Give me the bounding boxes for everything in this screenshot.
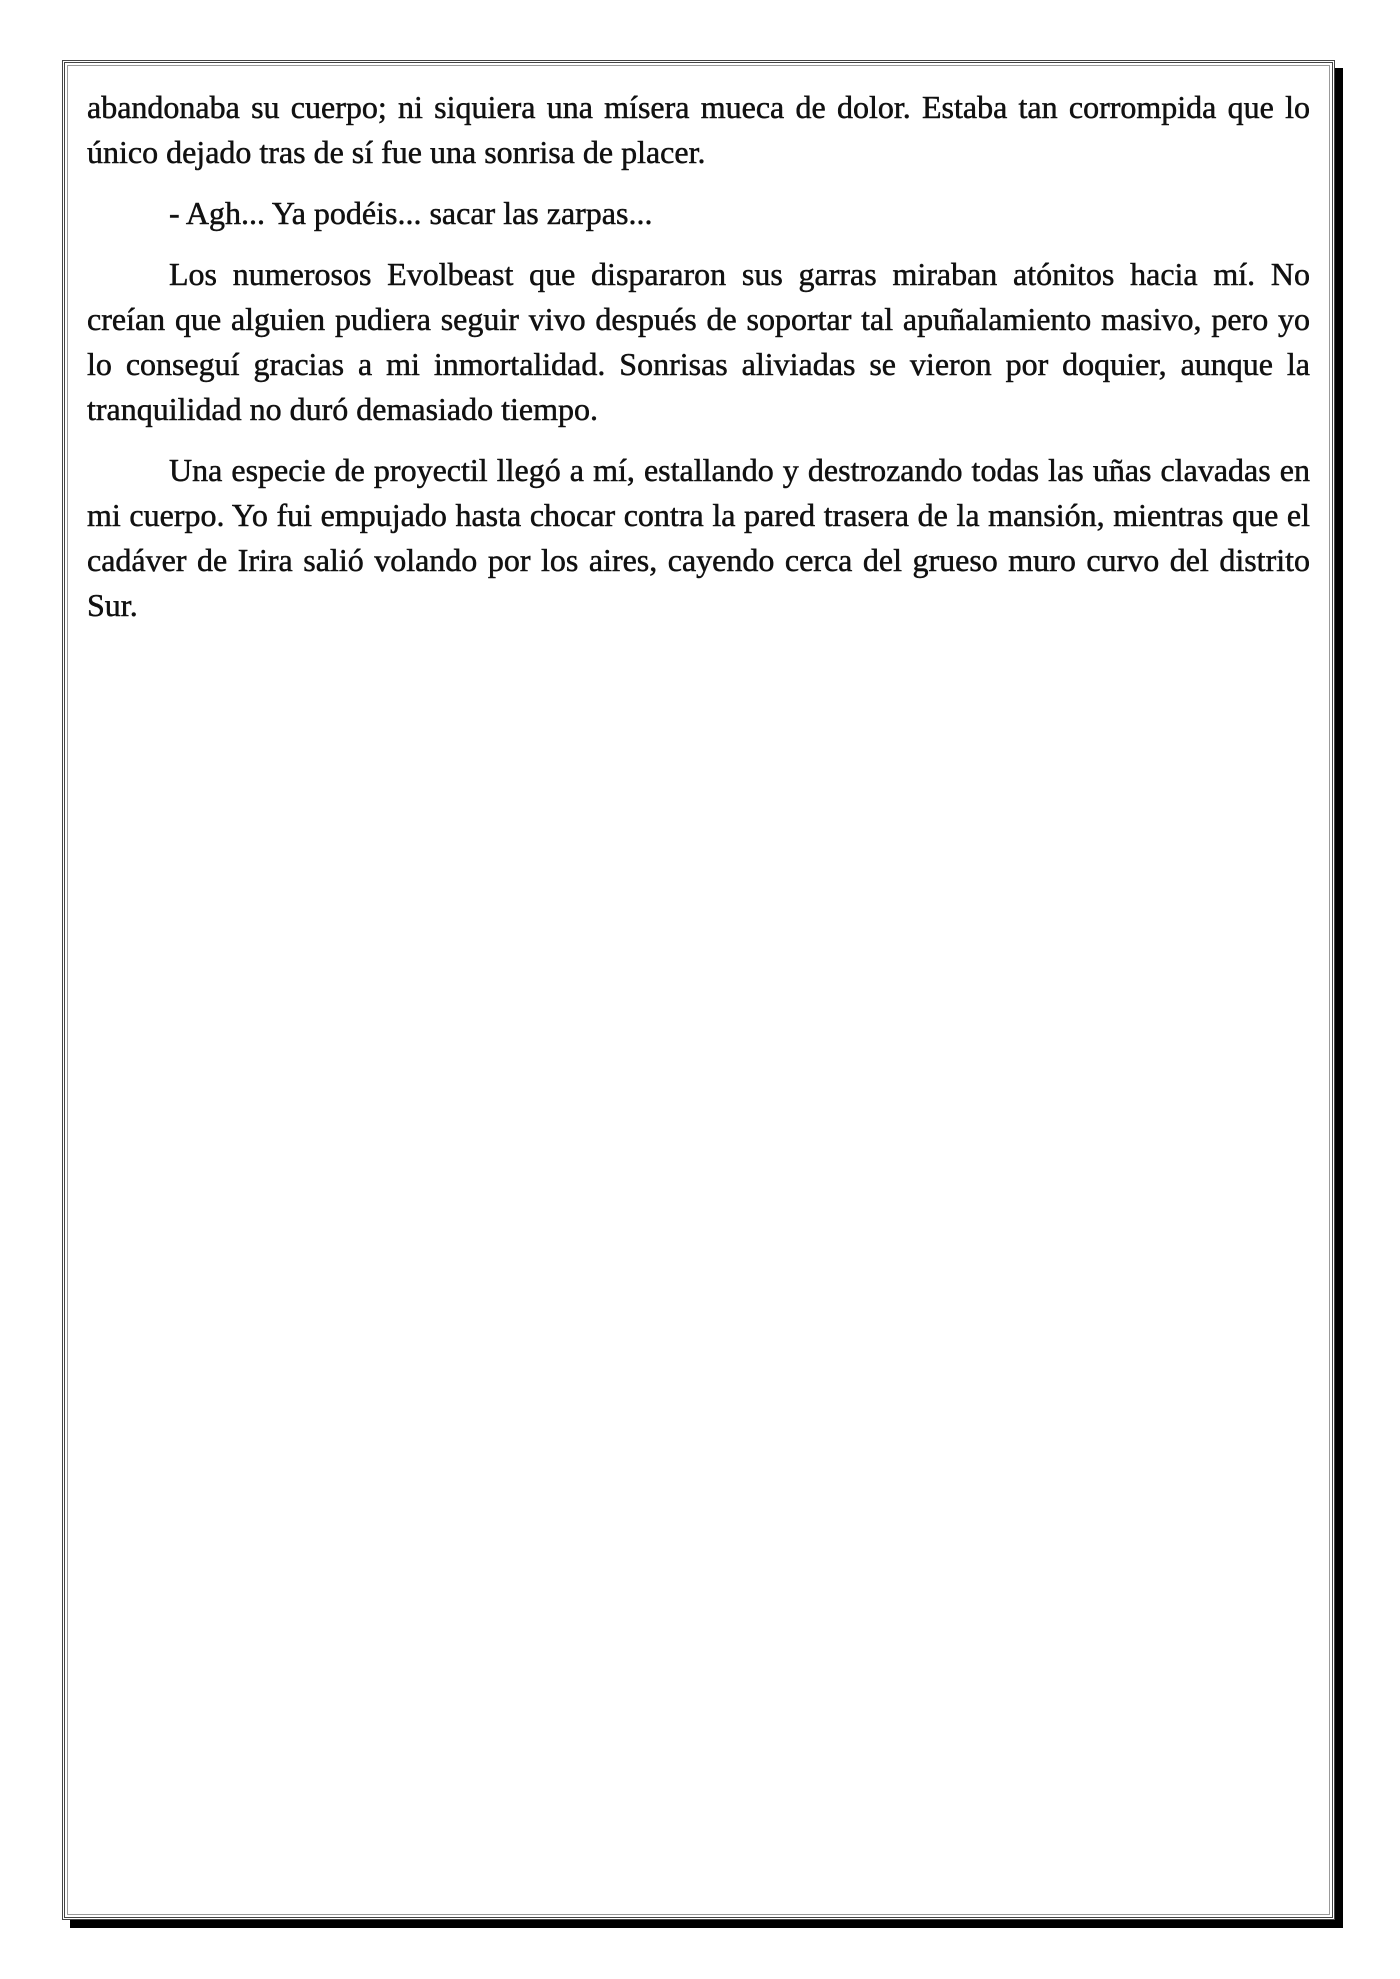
paragraph-3: Los numerosos Evolbeast que dispararon sus garras miraban atónitos hacia mí. No creían que alguien pudiera seguir vivo después de soportar tal apuñalamiento masivo, pero yo lo conseguí gracias a mi inmortalidad. Sonrisas aliviadas se vieron por doquier, aunque la tranquilidad no duró demasiado tiempo. [87,256,1310,427]
paragraph-1: abandonaba su cuerpo; ni siquiera una mísera mueca de dolor. Estaba tan corrompida que lo único dejado tras de sí fue una sonrisa de placer. [87,89,1310,170]
paragraph-dialogue: - Agh... Ya podéis... sacar las zarpas... [169,195,653,231]
page-frame [62,60,1335,1920]
paragraph-4: Una especie de proyectil llegó a mí, estallando y destrozando todas las uñas clavadas en mi cuerpo. Yo fui empujado hasta chocar contra la pared trasera de la mansión, mientras que el cadáver de Irira salió volando por los aires, cayendo cerca del grueso muro curvo del distrito Sur. [87,452,1310,623]
page-content [87,85,1310,644]
